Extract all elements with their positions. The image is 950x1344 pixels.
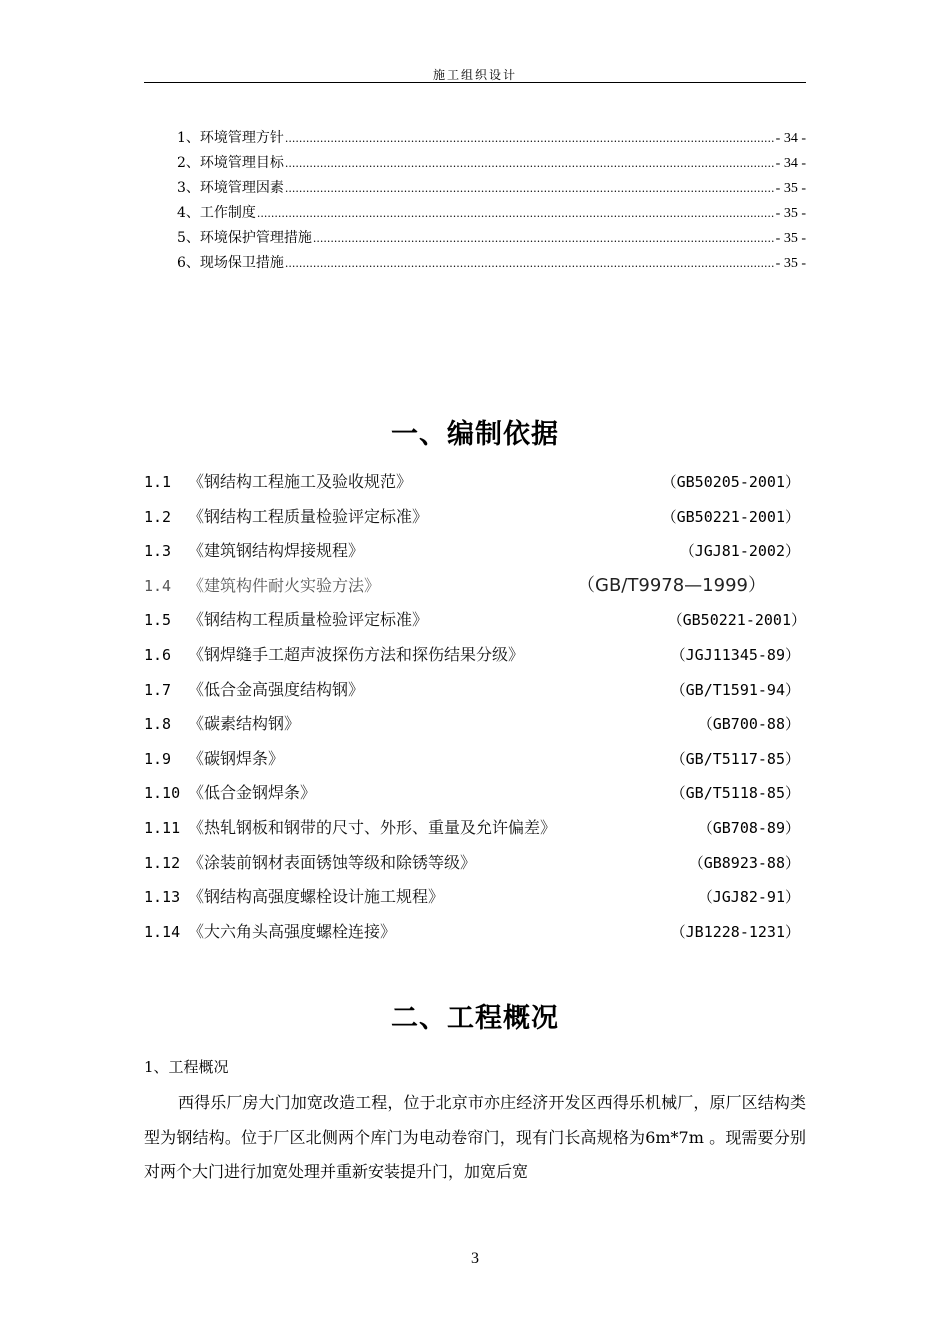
table-of-contents — [177, 127, 806, 277]
toc-label: 5、环境保护管理措施 — [177, 230, 312, 246]
reference-title: 《碳钢焊条》 — [188, 748, 285, 768]
toc-leader — [285, 155, 775, 171]
toc-page: - 35 - — [775, 206, 806, 221]
toc-page: - 35 - — [775, 231, 806, 246]
reference-item — [144, 638, 806, 673]
reference-title: 《钢结构高强度螺栓设计施工规程》 — [188, 887, 445, 907]
toc-leader — [313, 230, 775, 246]
section-1-title: 一、编制依据 — [391, 419, 559, 450]
reference-code: （GB/T1591-94） — [670, 680, 800, 699]
toc-label: 6、现场保卫措施 — [177, 255, 284, 271]
reference-code: （GB/T9978—1999） — [577, 574, 766, 596]
reference-title: 《钢结构工程质量检验评定标准》 — [188, 506, 429, 526]
toc-page: - 35 - — [775, 181, 806, 196]
reference-number: 1.9 — [144, 749, 172, 768]
toc-page: - 35 - — [775, 256, 806, 271]
reference-item — [144, 673, 806, 708]
reference-number: 1.3 — [144, 542, 172, 561]
reference-code: （JGJ82-91） — [697, 888, 800, 907]
reference-title: 《低合金高强度结构钢》 — [188, 679, 365, 699]
reference-item — [144, 534, 806, 569]
reference-code: （GB700-88） — [697, 715, 800, 734]
reference-item — [144, 500, 806, 535]
reference-number: 1.14 — [144, 922, 181, 941]
reference-code: （GB8923-88） — [688, 853, 800, 872]
reference-number: 1.6 — [144, 645, 172, 664]
toc-entry[interactable] — [177, 177, 806, 202]
page-number: 3 — [471, 1250, 479, 1267]
reference-item — [144, 846, 806, 881]
toc-page: - 34 - — [775, 131, 806, 146]
subsection-title: 1、工程概况 — [144, 1058, 229, 1076]
reference-code: （JB1228-1231） — [670, 922, 800, 941]
reference-number: 1.11 — [144, 818, 181, 837]
reference-number: 1.12 — [144, 853, 181, 872]
toc-page: - 34 - — [775, 156, 806, 171]
toc-leader — [285, 255, 775, 271]
reference-item — [144, 915, 806, 950]
reference-number: 1.1 — [144, 473, 172, 491]
toc-entry[interactable] — [177, 127, 806, 152]
reference-code: （GB708-89） — [697, 818, 800, 837]
reference-item — [144, 465, 806, 500]
toc-entry[interactable] — [177, 227, 806, 252]
reference-title: 《建筑钢结构焊接规程》 — [188, 541, 365, 561]
reference-title: 《建筑构件耐火实验方法》 — [188, 575, 381, 595]
reference-item — [144, 603, 806, 638]
body-paragraph: 西得乐厂房大门加宽改造工程，位于北京市亦庄经济开发区西得乐机械厂，原厂区结构类型为钢结构。位于厂区北侧两个库门为电动卷帘门，现有门长高规格为6m*7m 。现需要分别对两个大门进行加宽处理并重新安装提升门，加宽后宽 — [144, 1093, 806, 1181]
toc-label: 2、环境管理目标 — [177, 155, 284, 171]
reference-code: （JGJ81-2002） — [679, 542, 800, 561]
reference-code: （GB/T5117-85） — [670, 749, 800, 768]
reference-title: 《涂装前钢材表面锈蚀等级和除锈等级》 — [188, 852, 477, 872]
reference-title: 《钢结构工程施工及验收规范》 — [188, 472, 413, 491]
reference-code: （JGJ11345-89） — [670, 645, 800, 664]
toc-label: 4、工作制度 — [177, 205, 256, 221]
reference-number: 1.7 — [144, 680, 172, 699]
toc-entry[interactable] — [177, 252, 806, 277]
reference-title: 《钢结构工程质量检验评定标准》 — [188, 610, 429, 630]
toc-label: 1、环境管理方针 — [177, 130, 284, 146]
reference-title: 《钢焊缝手工超声波探伤方法和探伤结果分级》 — [188, 644, 525, 664]
section-2-title: 二、工程概况 — [391, 1003, 559, 1034]
reference-title: 《低合金钢焊条》 — [188, 783, 317, 803]
reference-item — [144, 707, 806, 742]
reference-item — [144, 880, 806, 915]
toc-leader — [257, 205, 775, 221]
toc-label: 3、环境管理因素 — [177, 180, 284, 196]
running-header: 施工组织设计 — [432, 68, 517, 82]
reference-number: 1.2 — [144, 507, 172, 526]
reference-number: 1.8 — [144, 715, 172, 734]
reference-number: 1.13 — [144, 888, 181, 907]
reference-code: （GB50205-2001） — [661, 473, 800, 491]
reference-number: 1.5 — [144, 611, 172, 630]
reference-number: 1.4 — [144, 576, 172, 595]
reference-title: 《大六角头高强度螺栓连接》 — [188, 921, 397, 941]
reference-item — [144, 569, 806, 604]
reference-code: （GB50221-2001） — [661, 507, 800, 526]
reference-code: （GB50221-2001） — [667, 611, 806, 630]
toc-leader — [285, 130, 775, 146]
toc-entry[interactable] — [177, 202, 806, 227]
reference-list — [144, 465, 806, 949]
header-rule — [144, 82, 806, 83]
reference-number: 1.10 — [144, 784, 181, 803]
toc-leader — [285, 180, 775, 196]
reference-code: （GB/T5118-85） — [670, 784, 800, 803]
reference-title: 《碳素结构钢》 — [188, 714, 301, 734]
toc-entry[interactable] — [177, 152, 806, 177]
reference-item — [144, 776, 806, 811]
reference-item — [144, 811, 806, 846]
reference-title: 《热轧钢板和钢带的尺寸、外形、重量及允许偏差》 — [188, 817, 557, 837]
reference-item — [144, 742, 806, 777]
